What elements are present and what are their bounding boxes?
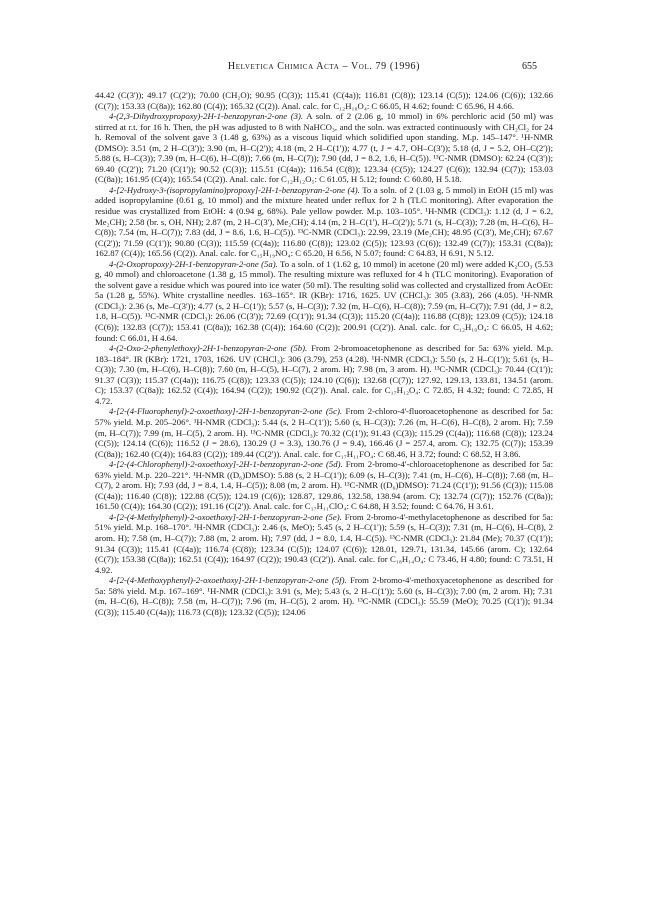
compound-title: 4-[2-(4-Chlorophenyl)-2-oxoethoxy]-2H-1-benzopyran-2-one (5d).: [109, 459, 343, 470]
paragraph-text: 44.42 (C(3')); 49.17 (C(2')); 70.00 (CH₂O); 90.95 (C(3)); 115.41 (C(4a)); 116.81 (C(8)); 123.14 (C(5)); 124.06 (C(6)); 132.66 (C(7)); 153.33 (C(8a)); 162.80 (C(4)); 165.32 (C(2)). Anal. calc. for C₁₂H₁₀O₄: C 66.05, H 4.62; found: C 65.96, H 4.66.: [95, 90, 553, 111]
compound-title: 4-[2-(4-Methylphenyl)-2-oxoethoxy]-2H-1-benzopyran-2-one (5e).: [109, 511, 342, 522]
paragraph-compound-3: [95, 111, 553, 185]
page-number: 655: [522, 61, 537, 72]
paragraph-text: From 2-bromoacetophenone as described for 5a: 63% yield. M.p. 183–184°. IR (KBr): 1721, 1703, 1626. UV (CHCl₃): 306 (3.79), 253 (4.28). ¹H-NMR (CDCl₃): 5.50 (s, 2 H–C(1')); 5.61 (s, H–C(3)); 7.30 (m, H–C(6), H–C(8)); 7.60 (m, H–C(5), H–C(7), 2 arom. H); 7.98 (m, 3 arom. H). ¹³C-NMR (CDCl₃): 70.44 (C(1')); 91.37 (C(3)); 115.37 (C(4a)); 116.75 (C(8)); 123.33 (C(5)); 124.10 (C(6)); 132.68 (C(7)); 127.92, 129.13, 133.81, 134.51 (arom. C); 153.37 (C(8a)); 162.52 (C(4)); 164.94 (C(2)); 190.92 (C(2')). Anal. calc. for C₁₇H₁₂O₄: C 72.85, H 4.32; found: C 72.85, H 4.72.: [95, 343, 553, 406]
paragraph-compound-5e: [95, 512, 553, 575]
page-header: [0, 61, 648, 75]
running-head: Helvetica Chimica Acta – Vol. 79 (1996): [227, 61, 421, 72]
compound-title: 4-[2-(4-Fluorophenyl)-2-oxoethoxy]-2H-1-benzopyran-2-one (5c).: [109, 406, 343, 417]
paragraph-text: From 2-chloro-4'-fluoroacetophenone as described for 5a: 57% yield. M.p. 205–206°. ¹H-NMR (CDCl₃): 5.44 (s, 2 H–C(1')); 5.60 (s, H–C(3)); 7.26 (m, H–C(6), H–C(8), 2 arom. H); 7.59 (m, H–C(7)); 7.99 (m, H–C(5), 2 arom. H). ¹³C-NMR (CDCl₃): 70.32 (C(1')); 91.43 (C(3)); 115.29 (C(4a)); 116.68 (C(8)); 123.24 (C(5)); 124.14 (C(6)); 116.52 (J = 28.6), 130.29 (J = 3.3), 130.76 (J = 9.4), 166.46 (J = 257.4, arom. C); 132.75 (C(7)); 153.39 (C(8a)); 162.40 (C(4)); 164.83 (C(2)); 189.44 (C(2')). Anal. calc. for C₁₇H₁₁FO₄: C 68.46, H 3.72; found: C 68.52, H 3.86.: [95, 406, 553, 459]
paragraph-compound-4: [95, 185, 553, 259]
paragraph-compound-5d: [95, 459, 553, 512]
compound-title: 4-[2-(4-Methoxyphenyl)-2-oxoethoxy]-2H-1-benzopyran-2-one (5f).: [109, 575, 347, 586]
paragraph-compound-5c: [95, 406, 553, 459]
paragraph-text: From 2-bromo-4'-chloroacetophenone as described for 5a: 63% yield. M.p. 220–221°. ¹H-NMR ((D₆)DMSO): 5.88 (s, 2 H–C(1')); 6.09 (s, H–C(3)); 7.41 (m, H–C(6), H–C(8)); 7.68 (m, H–C(7), 2 arom. H); 7.93 (dd, J = 8.4, 1.4, H–C(5)); 8.08 (m, 2 arom. H). ¹³C-NMR ((D₆)DMSO): 71.24 (C(1')); 91.56 (C(3)); 115.08 (C(4a)); 116.40 (C(8)); 122.88 (C(5)); 124.19 (C(6)); 128.87, 129.86, 132.58, 138.94 (arom. C); 132.74 (C(7)); 152.76 (C(8a)); 161.50 (C(4)); 164.30 (C(2)); 191.16 (C(2')). Anal. calc. for C₁₇H₁₁ClO₄: C 64.88, H 3.52; found: C 64.76, H 3.61.: [95, 459, 553, 512]
paragraph-compound-5b: [95, 343, 553, 406]
compound-title: 4-[2-Hydroxy-3-(isopropylamino)propoxy]-2H-1-benzopyran-2-one (4).: [109, 184, 360, 195]
paragraph-text: A soln. of 2 (2.06 g, 10 mmol) in 6% perchloric acid (50 ml) was stirred at r.t. for 16 h. Then, the pH was adjusted to 8 with NaHCO₃, and the soln. was extracted continuously with CH₂Cl₂ for 24 h. Removal of the solvent gave 3 (1.48 g, 63%) as a viscous liquid which solidified upon standing. M.p. 145–147°. ¹H-NMR (DMSO): 3.51 (m, 2 H–C(3')); 3.90 (m, H–C(2')); 4.18 (m, 2 H–C(1')); 4.77 (t, J = 4.7, OH–C(3')); 5.18 (d, J = 5.2, OH–C(2')); 5.88 (s, H–C(3)); 7.39 (m, H–C(6), H–C(8)); 7.66 (m, H–C(7)); 7.90 (dd, J = 8.2, 1.6, H–C(5)). ¹³C-NMR (DMSO): 62.24 (C(3')); 69.40 (C(2')); 71.20 (C(1')); 90.52 (C(3)); 115.51 (C(4a)); 116.54 (C(8)); 123.34 (C(5)); 124.27 (C(6)); 132.94 (C(7)); 153.03 (C(8a)); 161.95 (C(4)); 165.54 (C(2)). Anal. calc. for C₁₂H₁₂O₅: C 61.05, H 5.12; found: C 60.80, H 5.18.: [95, 111, 553, 185]
compound-title: 4-(2-Oxo-2-phenylethoxy)-2H-1-benzopyran-2-one (5b).: [109, 343, 308, 354]
compound-title: 4-(2-Oxopropoxy)-2H-1-benzopyran-2-one (5a).: [109, 258, 278, 269]
paragraph-text: From 2-bromo-4'-methoxyacetophenone as described for 5a: 58% yield. M.p. 167–169°. ¹H-NMR (CDCl₃): 3.91 (s, Me); 5.43 (s, 2 H–C(1')); 5.60 (s, H–C(3)); 7.00 (m, 2 arom. H); 7.31 (m, H–C(6), H–C(8)); 7.58 (m, H–C(7)); 7.96 (m, H–C(5), 2 arom. H). ¹³C-NMR (CDCl₃): 55.59 (MeO); 70.25 (C(1')); 91.34 (C(3)); 115.40 (C(4a)); 116.73 (C(8)); 123.32 (C(5)); 124.06: [95, 575, 553, 617]
paragraph-text: To a soln. of 2 (1.03 g, 5 mmol) in EtOH (15 ml) was added isopropylamine (0.61 g, 10 mmol) and the mixture heated under reflux for 2 h (TLC monitoring). After evaporation the residue was crystallized from EtOH: 4 (0.94 g, 68%). Pale yellow powder. M.p. 103–105°. ¹H-NMR (CDCl₃): 1.12 (d, J = 6.2, Me₂CH); 2.58 (br. s, OH, NH); 2.87 (m, 2 H–C(3'), Me₂CH); 4.14 (m, 2 H–C(1'), H–C(2')); 5.71 (s, H–C(3)); 7.28 (m, H–C(6), H–C(8)); 7.54 (m, H–C(7)); 7.83 (dd, J = 8.6, 1.6, H–C(5)). ¹³C-NMR (CDCl₃): 22.99, 23.19 (Me₂CH); 48.95 (C(3'), Me₂CH); 67.67 (C(2')); 71.59 (C(1')); 90.80 (C(3)); 115.59 (C(4a)); 116.80 (C(8)); 123.02 (C(5)); 123.93 (C(6)); 132.49 (C(7)); 153.31 (C(8a)); 162.87 (C(4)); 165.56 (C(2)). Anal. calc. for C₁₅H₁₉NO₄: C 65.20, H 6.56, N 5.07; found: C 64.83, H 6.91, N 5.12.: [95, 184, 553, 259]
paragraph-compound-5a: [95, 259, 553, 343]
paragraph-text: From 2-bromo-4'-methylacetophenone as described for 5a: 51% yield. M.p. 168–170°. ¹H-NMR (CDCl₃): 2.46 (s, MeO); 5.45 (s, 2 H–C(1')); 5.59 (s, H–C(3)); 7.31 (m, H–C(6), H–C(8), 2 arom. H); 7.58 (m, H–C(7)); 7.88 (m, 2 arom. H); 7.97 (dd, J = 8.0, 1.4, H–C(5)). ¹³C-NMR (CDCl₃): 21.84 (Me); 70.37 (C(1')); 91.34 (C(3)); 115.41 (C(4a)); 116.74 (C(8)); 123.34 (C(5)); 124.07 (C(6)); 128.01, 129.71, 131.34, 145.66 (arom. C); 132.64 (C(7)); 153.38 (C(8a)); 162.51 (C(4)); 164.97 (C(2)); 190.43 (C(2')). Anal. calc. for C₁₈H₁₄O₄: C 73.46, H 4.80; found: C 73.51, H 4.92.: [95, 511, 553, 575]
compound-title: 4-(2,3-Dihydroxypropoxy)-2H-1-benzopyran-2-one (3).: [109, 111, 304, 122]
paragraph-continuation: [95, 90, 553, 111]
paragraph-text: To a soln. of 1 (1.62 g, 10 mmol) in acetone (20 ml) were added K₂CO₃ (5.53 g, 40 mmol) and chloroacetone (1.38 g, 15 mmol). The resulting mixture was refluxed for 4 h (TLC monitoring). Evaporation of the solvent gave a residue which was poured into ice water (50 ml). The resulting solid was collected and crystallized from AcOEt: 5a (1.28 g, 55%). White crystalline needles. 163–165°. IR (KBr): 1716, 1625. UV (CHCl₃): 305 (3.83), 266 (4.05). ¹H-NMR (CDCl₃): 2.36 (s, Me–C(3')); 4.77 (s, 2 H–C(1')); 5.57 (s, H–C(3)); 7.32 (m, H–C(6), H–C(8)); 7.59 (m, H–C(7)); 7.91 (dd, J = 8.2, 1.8, H–C(5)). ¹³C-NMR (CDCl₃): 26.06 (C(3')); 72.69 (C(1')); 91.34 (C(3)); 115.20 (C(4a)); 116.88 (C(8)); 123.09 (C(5)); 124.18 (C(6)); 132.83 (C(7)); 153.41 (C(8a)); 162.38 (C(4)); 164.60 (C(2)); 200.91 (C(2')). Anal. calc. for C₁₂H₁₀O₄: C 66.05, H 4.62; found: C 66.01, H 4.64.: [95, 258, 553, 343]
paragraph-compound-5f: [95, 575, 553, 617]
experimental-text: [95, 90, 553, 892]
